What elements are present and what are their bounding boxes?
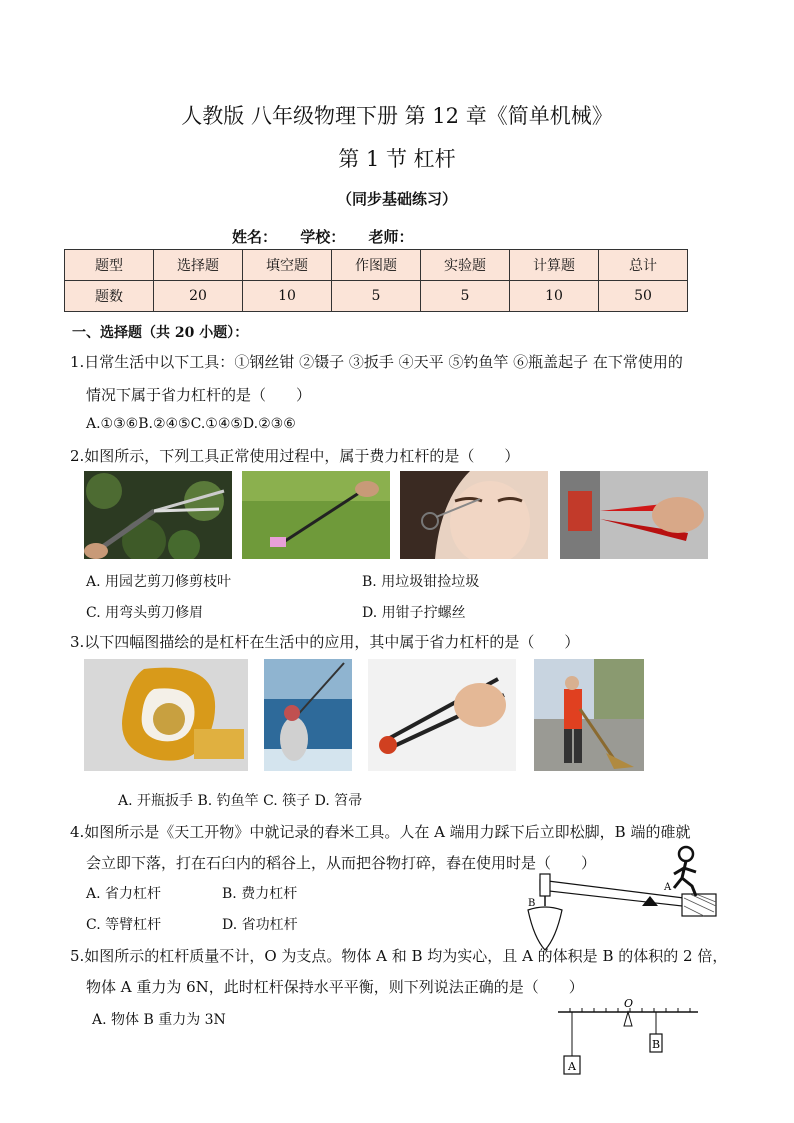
bottle-opener-photo (84, 659, 248, 771)
q4-stem-line2: 会立即下落，打在石臼内的稻谷上，从而把谷物打碎，舂在使用时是（ ） (86, 854, 597, 872)
student-info (232, 226, 432, 247)
q4-option-a: A. 省力杠杆 (86, 886, 162, 902)
q1-options: A.①③⑥B.②④⑤C.①④⑤D.②③⑥ (86, 416, 296, 432)
document-title: 人教版 八年级物理下册 第 12 章《简单机械》 (181, 104, 613, 128)
table-cell: 10 (510, 281, 599, 312)
fulcrum-label: O (624, 997, 634, 1010)
q4-stem-line1: 4.如图所示是《天工开物》中就记录的舂米工具。人在 A 端用力踩下后立即松脚，B 端的碓就 (70, 823, 691, 841)
q2-option-c: C. 用弯头剪刀修眉 (86, 605, 204, 621)
eyebrow-scissors-photo (400, 471, 548, 559)
q3-options: A. 开瓶扳手 B. 钓鱼竿 C. 筷子 D. 笤帚 (118, 793, 363, 809)
table-cell: 总计 (599, 250, 688, 281)
table-cell: 5 (332, 281, 421, 312)
table-cell: 10 (243, 281, 332, 312)
q2-option-d: D. 用钳子拧螺丝 (362, 605, 466, 621)
q2-stem: 2.如图所示，下列工具正常使用过程中，属于费力杠杆的是（ ） (70, 447, 520, 465)
table-cell: 5 (421, 281, 510, 312)
fishing-rod-photo (264, 659, 352, 771)
q4-option-c: C. 等臂杠杆 (86, 917, 162, 933)
table-cell: 50 (599, 281, 688, 312)
teacher-label: 老师： (368, 228, 414, 246)
section-heading: 一、选择题（共 20 小题）： (72, 325, 249, 341)
school-label: 学校： (300, 228, 346, 246)
subtitle: （同步基础练习） (336, 190, 457, 208)
table-cell: 题型 (65, 250, 154, 281)
q2-option-a: A. 用园艺剪刀修剪枝叶 (86, 574, 232, 590)
garden-shears-photo (84, 471, 232, 559)
q1-stem-line1: 1.日常生活中以下工具：①钢丝钳 ②镊子 ③扳手 ④天平 ⑤钓鱼竿 ⑥瓶盖起子 在下常使用的 (70, 353, 683, 371)
broom-sweeper-photo (534, 659, 644, 771)
q3-stem: 3.以下四幅图描绘的是杠杆在生活中的应用，其中属于省力杠杆的是（ ） (70, 633, 580, 651)
weight-b-label: B (652, 1038, 661, 1051)
table-cell: 选择题 (154, 250, 243, 281)
table-cell: 计算题 (510, 250, 599, 281)
chopsticks-photo (368, 659, 516, 771)
q2-option-b: B. 用垃圾钳捡垃圾 (362, 574, 480, 590)
table-cell: 20 (154, 281, 243, 312)
litter-picker-photo (242, 471, 390, 559)
table-cell: 填空题 (243, 250, 332, 281)
table-cell: 作图题 (332, 250, 421, 281)
diagram-label-b: B (528, 898, 536, 909)
section-title: 第 1 节 杠杆 (338, 147, 456, 171)
pliers-photo (560, 471, 708, 559)
table-row (65, 250, 688, 281)
q4-option-b: B. 费力杠杆 (222, 886, 298, 902)
q4-option-d: D. 省功杠杆 (222, 917, 298, 933)
table-cell: 实验题 (421, 250, 510, 281)
diagram-label-a: A (664, 882, 672, 893)
name-label: 姓名： (232, 228, 278, 246)
lever-balance-diagram (550, 996, 710, 1080)
table-cell: 题数 (65, 281, 154, 312)
rice-pounder-diagram (524, 840, 724, 958)
q5-stem-line1: 5.如图所示的杠杆质量不计，O 为支点。物体 A 和 B 均为实心，且 A 的体积是 B 的体积的 2 倍， (70, 947, 728, 965)
weight-a-label: A (568, 1060, 576, 1073)
q1-stem-line2: 情况下属于省力杠杆的是（ ） (86, 386, 312, 404)
q5-stem-line2: 物体 A 重力为 6N，此时杠杆保持水平平衡，则下列说法正确的是（ ） (86, 978, 584, 996)
q5-option-a: A. 物体 B 重力为 3N (92, 1012, 226, 1028)
question-count-table (64, 249, 688, 312)
table-row (65, 281, 688, 312)
